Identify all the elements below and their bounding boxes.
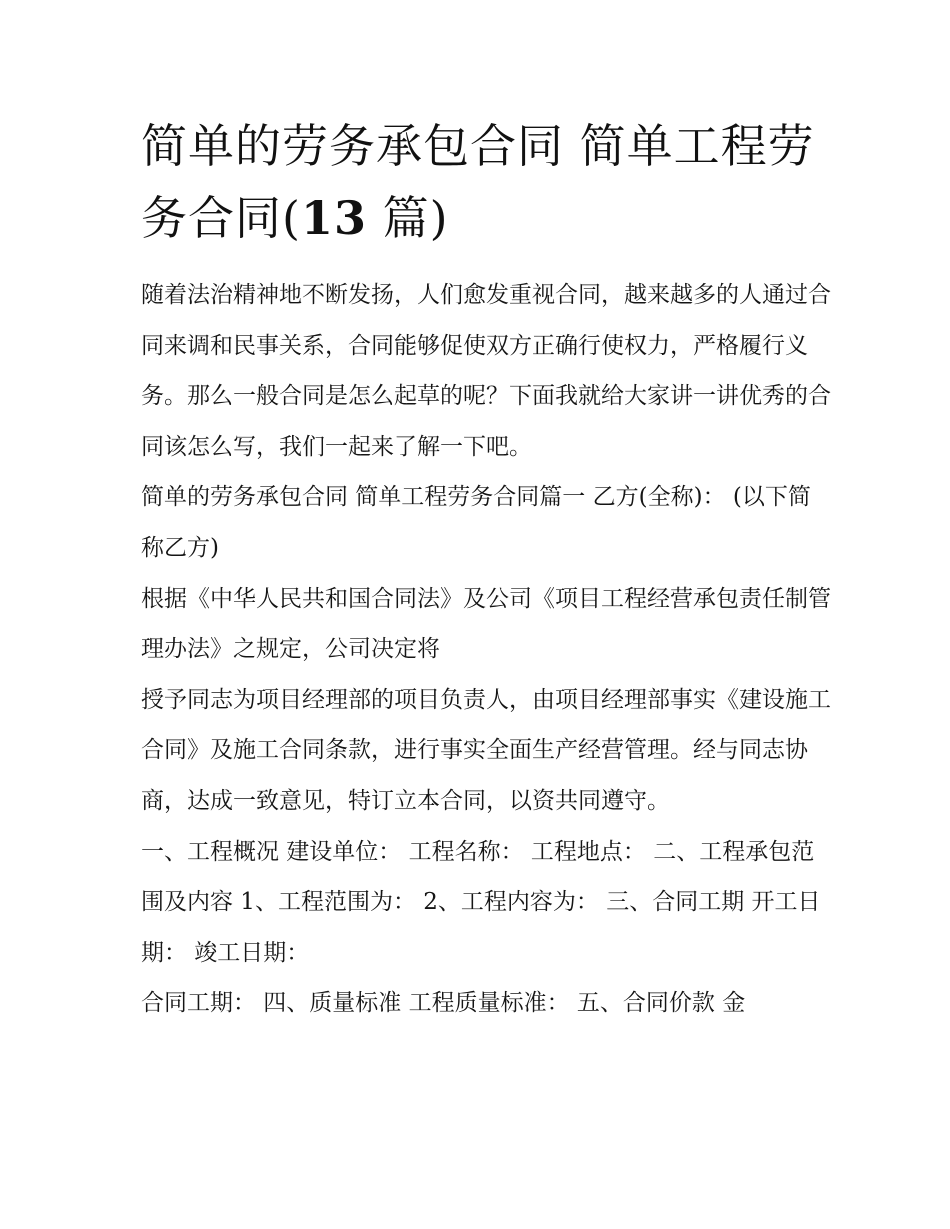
contract-one-heading: 简单的劳务承包合同 简单工程劳务合同篇一 乙方(全称)： (以下简称乙方)	[141, 484, 811, 561]
title-suffix: 篇)	[366, 191, 449, 245]
document-body	[141, 110, 831, 1029]
title-count: 13	[300, 191, 367, 245]
paragraph-list	[141, 270, 831, 1029]
title-text: 简单的劳务承包合同 简单工程劳务合同(	[141, 119, 815, 245]
project-overview-paragraph: 一、工程概况 建设单位： 工程名称： 工程地点： 二、工程承包范围及内容 1、工程范围为： 2、工程内容为： 三、合同工期 开工日期： 竣工日期：	[141, 838, 821, 966]
document-title	[141, 110, 831, 254]
legal-basis-paragraph: 根据《中华人民共和国合同法》及公司《项目工程经营承包责任制管理办法》之规定，公司决定将	[141, 585, 831, 663]
contract-terms-paragraph: 合同工期： 四、质量标准 工程质量标准： 五、合同价款 金	[141, 990, 746, 1017]
intro-paragraph: 随着法治精神地不断发扬，人们愈发重视合同，越来越多的人通过合同来调和民事关系，合同能够促使双方正确行使权力，严格履行义务。那么一般合同是怎么起草的呢？下面我就给大家讲一讲优秀的合同该怎么写，我们一起来了解一下吧。	[141, 282, 831, 460]
appointment-paragraph: 授予同志为项目经理部的项目负责人，由项目经理部事实《建设施工合同》及施工合同条款，进行事实全面生产经营管理。经与同志协商，达成一致意见，特订立本合同，以资共同遵守。	[141, 686, 831, 814]
